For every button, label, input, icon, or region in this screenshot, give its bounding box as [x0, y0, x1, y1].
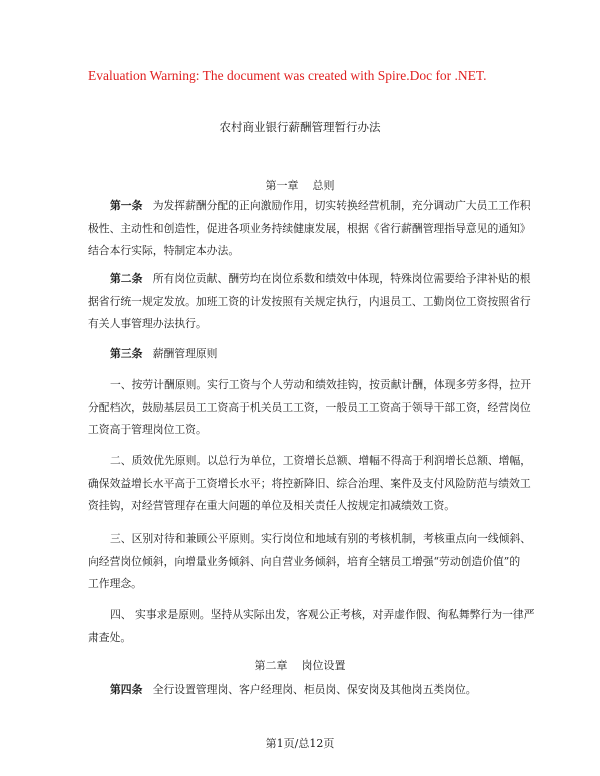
document-title: 农村商业银行薪酬管理暂行办法 [219, 120, 381, 134]
principle-3 [88, 528, 532, 596]
article-1-label: 第一条 [110, 199, 143, 212]
chapter-1-name: 总则 [312, 179, 335, 192]
article-3-text: 薪酬管理原则 [152, 347, 218, 360]
article-4-text: 全行设置管理岗、客户经理岗、柜员岗、保安岗及其他岗五类岗位。 [152, 683, 477, 696]
principle-2-line-3: 资挂钩，对经营管理存在重大问题的单位及相关责任人按规定扣减绩效工资。 [88, 499, 456, 512]
article-1-line-1: 为发挥薪酬分配的正向激励作用，切实转换经营机制，充分调动广大员工工作积 [152, 199, 531, 212]
principle-4-line-1: 四、 实事求是原则。坚持从实际出发，客观公正考核，对弄虚作假、徇私舞弊行为一律严 [110, 608, 535, 621]
page-footer: 第1页/总12页 [265, 737, 335, 750]
article-3 [88, 343, 514, 366]
principle-3-line-2: 向经营岗位倾斜，向增量业务倾斜、向自营业务倾斜，培育全辖员工增强“劳动创造价值”的 [88, 554, 521, 568]
chapter-1-heading [0, 177, 600, 193]
principle-1-line-2: 分配档次，鼓励基层员工工资高于机关员工工资，一般员工工资高于领导干部工资，经营岗位 [88, 400, 531, 414]
principle-3-line-3: 工作理念。 [88, 577, 142, 590]
chapter-2-heading [0, 657, 600, 673]
principle-2-line-1: 二、质效优先原则。以总行为单位，工资增长总额、增幅不得高于利润增长总额、增幅， [110, 454, 532, 467]
article-2-line-2: 据省行统一规定发放。加班工资的计发按照有关规定执行，内退员工、工勤岗位工资按照省行 [88, 294, 531, 308]
article-2-line-1: 所有岗位贡献、酬劳均在岗位系数和绩效中体现，特殊岗位需要给予津补贴的根 [152, 272, 531, 285]
article-2-label: 第二条 [110, 272, 143, 285]
article-2-line-3: 有关人事管理办法执行。 [88, 317, 207, 330]
principle-4 [88, 604, 535, 649]
chapter-1-number: 第一章 [265, 179, 299, 192]
article-3-label: 第三条 [110, 347, 143, 360]
principle-3-line-1: 三、区别对待和兼顾公平原则。实行岗位和地域有别的考核机制，考核重点向一线倾斜、 [110, 532, 532, 545]
principle-4-line-2: 肃查处。 [88, 630, 132, 644]
principle-1-line-1: 一、按劳计酬原则。实行工资与个人劳动和绩效挂钩，按贡献计酬，体现多劳多得，拉开 [110, 378, 532, 391]
principle-2-line-2: 确保效益增长水平高于工资增长水平；将控新降旧、综合治理、案件及支付风险防范与绩效工 [88, 476, 531, 490]
principle-1-line-3: 工资高于管理岗位工资。 [88, 423, 207, 436]
article-2 [88, 268, 531, 336]
principle-1 [88, 374, 532, 442]
chapter-2-number: 第二章 [254, 659, 288, 672]
evaluation-warning: Evaluation Warning: The document was created with Spire.Doc for .NET. [88, 68, 487, 83]
article-4 [88, 679, 514, 702]
article-1-line-3: 结合本行实际，特制定本办法。 [88, 244, 240, 257]
article-1 [88, 195, 531, 263]
article-1-line-2: 极性、主动性和创造性，促进各项业务持续健康发展，根据《省行薪酬管理指导意见的通知》 [88, 221, 531, 235]
principle-2 [88, 450, 532, 518]
chapter-2-name: 岗位设置 [301, 659, 346, 672]
article-4-label: 第四条 [110, 683, 143, 696]
